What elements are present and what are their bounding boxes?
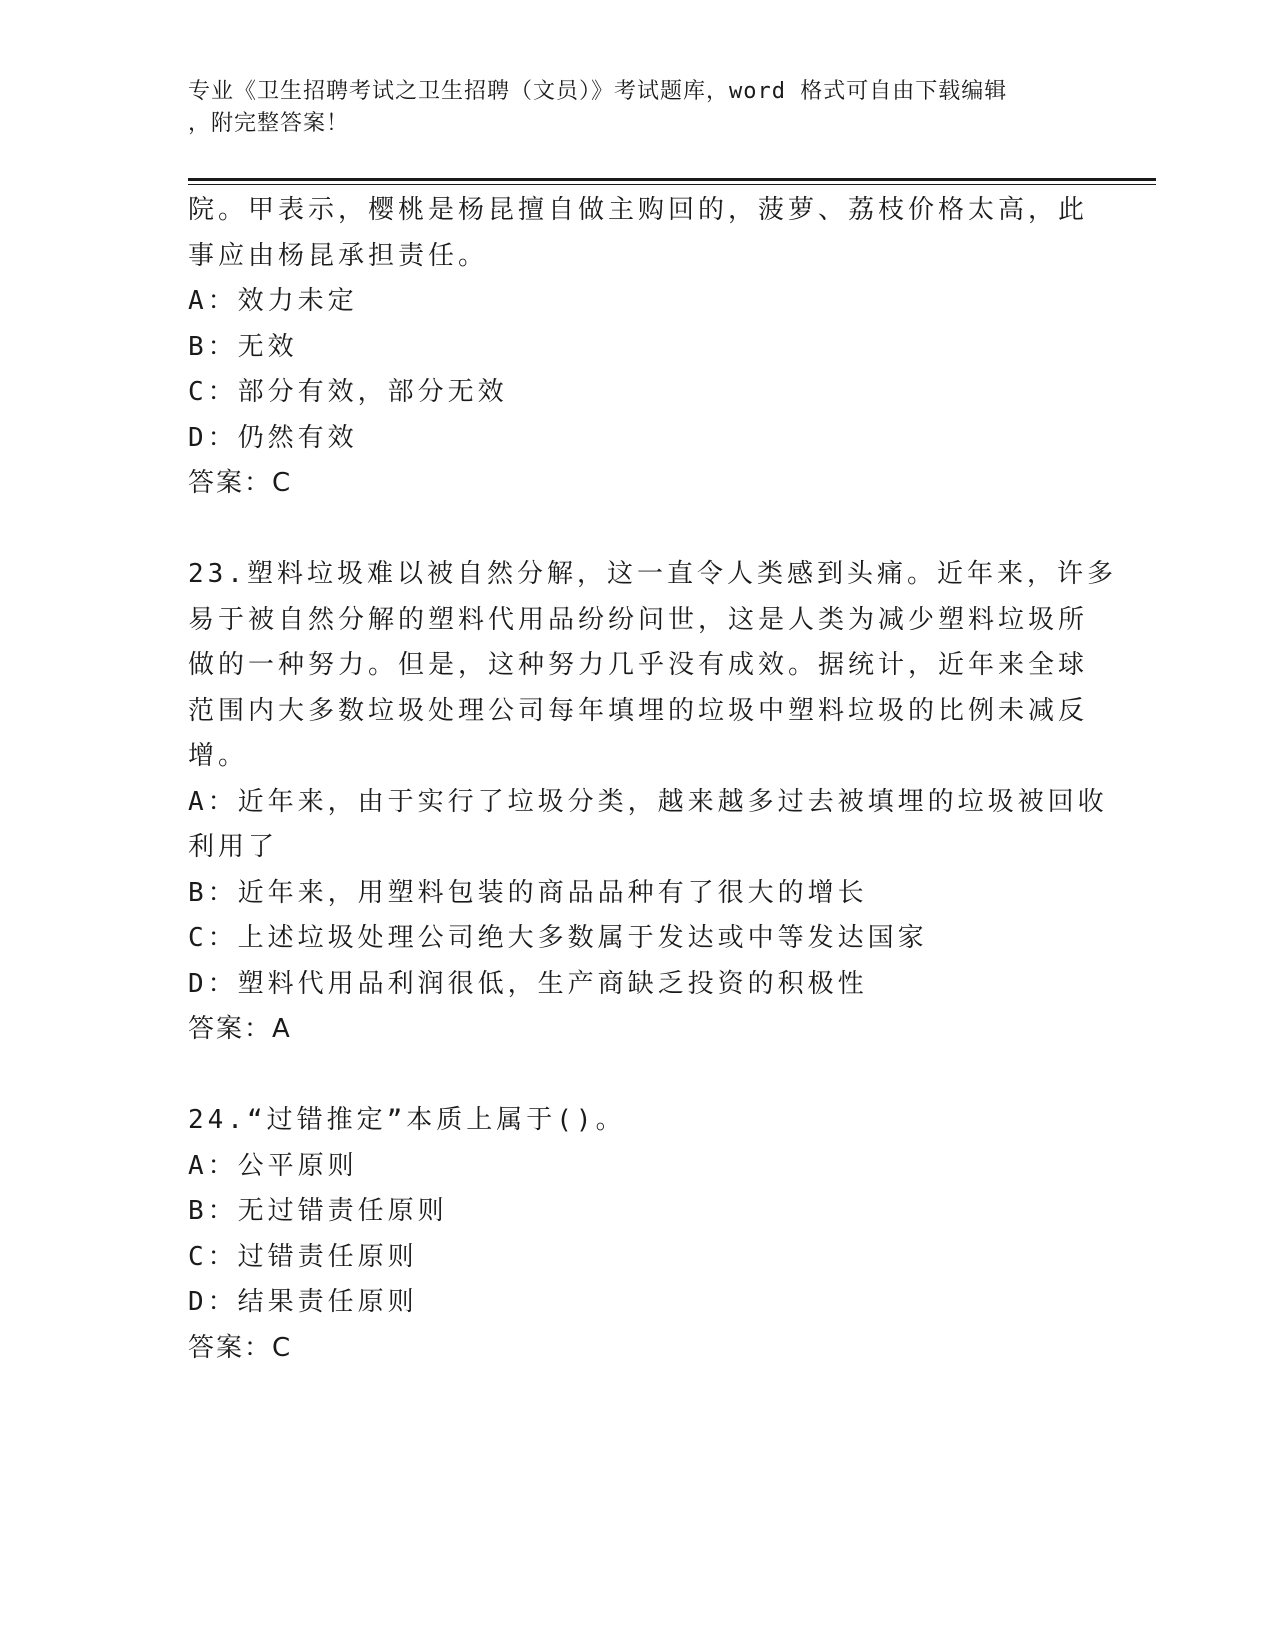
option-a: A：公平原则	[188, 1150, 358, 1181]
question-24	[188, 1098, 1108, 1371]
header-divider-thick	[188, 178, 1156, 181]
answer-line: 答案：A	[188, 1014, 292, 1044]
option-b: B：近年来，用塑料包装的商品品种有了很大的增长	[188, 877, 868, 908]
option-d: D：仍然有效	[188, 422, 358, 453]
header-divider-thin	[188, 184, 1156, 185]
option-a: A：效力未定	[188, 286, 358, 316]
document-header	[188, 76, 1088, 140]
question-stem-line: 23.塑料垃圾难以被自然分解，这一直令人类感到头痛。近年来，许多	[188, 559, 1117, 589]
question-stem-line: 事应由杨昆承担责任。	[188, 240, 489, 271]
question-stem-line: 易于被自然分解的塑料代用品纷纷问世，这是人类为减少塑料垃圾所	[188, 604, 1089, 635]
question-23	[188, 552, 1117, 1053]
option-a: A：近年来，由于实行了垃圾分类，越来越多过去被填埋的垃圾被回收	[188, 786, 1108, 817]
question-spacer	[188, 1053, 1108, 1099]
option-b: B：无效	[188, 331, 298, 362]
header-line-1: 专业《卫生招聘考试之卫生招聘（文员）》考试题库，word 格式可自由下载编辑	[188, 79, 1008, 104]
option-b: B：无过错责任原则	[188, 1196, 448, 1226]
answer-line: 答案：C	[188, 1332, 293, 1363]
option-d: D：结果责任原则	[188, 1287, 418, 1317]
option-d: D：塑料代用品利润很低，生产商缺乏投资的积极性	[188, 968, 868, 999]
option-c: C：部分有效，部分无效	[188, 377, 508, 407]
question-spacer	[188, 507, 1108, 553]
option-a-continued: 利用了	[188, 832, 279, 862]
option-c: C：上述垃圾处理公司绝大多数属于发达或中等发达国家	[188, 923, 928, 953]
answer-line: 答案：C	[188, 468, 293, 498]
question-stem-line: 院。甲表示，樱桃是杨昆擅自做主购回的，菠萝、荔枝价格太高，此	[188, 195, 1089, 225]
question-content	[188, 188, 1117, 1371]
option-c: C：过错责任原则	[188, 1241, 418, 1272]
header-line-2: ，附完整答案！	[188, 111, 350, 136]
question-stem-line: 增。	[188, 741, 249, 771]
question-stem-line: 做的一种努力。但是，这种努力几乎没有成效。据统计，近年来全球	[188, 650, 1089, 680]
question-22	[188, 188, 1108, 507]
question-stem-line: 范围内大多数垃圾处理公司每年填埋的垃圾中塑料垃圾的比例未减反	[188, 695, 1089, 726]
question-stem-line: 24.“过错推定”本质上属于()。	[188, 1105, 626, 1135]
